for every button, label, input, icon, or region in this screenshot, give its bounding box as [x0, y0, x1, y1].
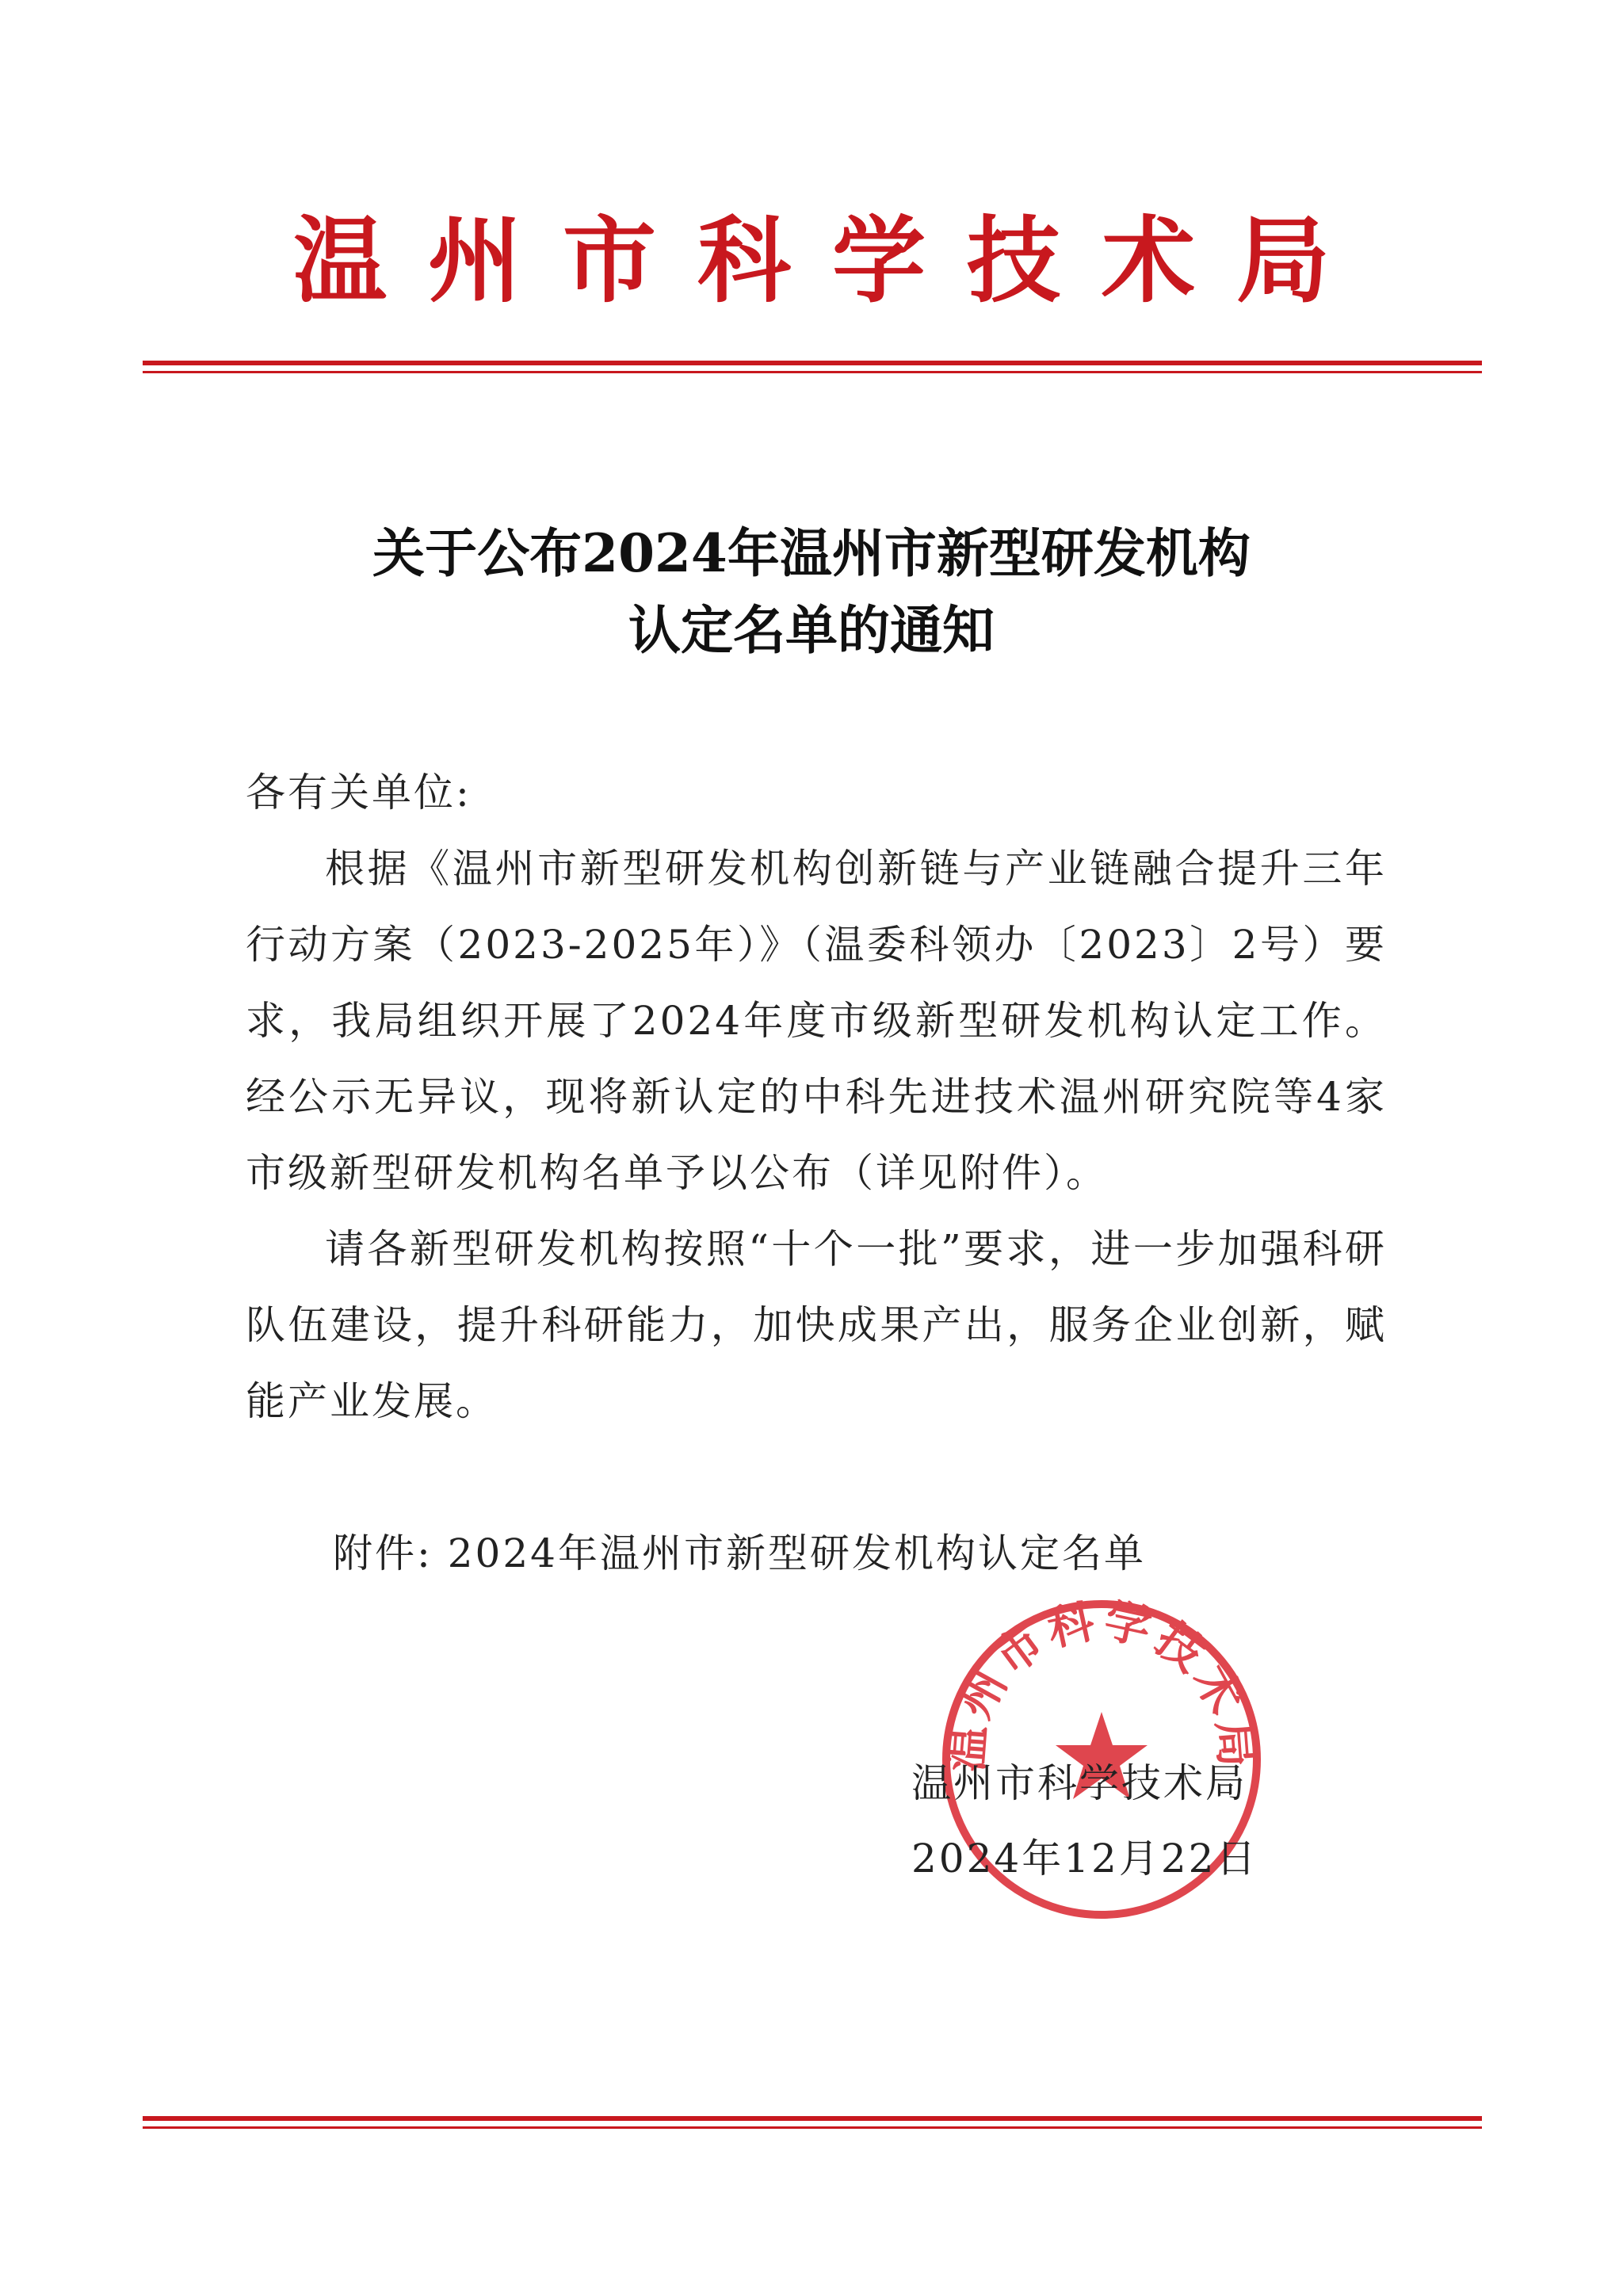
doc-title-line-1: 关于公布2024年温州市新型研发机构 — [372, 522, 1251, 584]
paragraph-1: 根据《温州市新型研发机构创新链与产业链融合提升三年行动方案（2023-2025年）》（温委科领办〔2023〕2号）要求，我局组织开展了2024年度市级新型研发机构认定工作。经公示无异议，现将新认定的中科先进技术温州研究院等4家市级新型研发机构名单予以公布（详见附件）。 — [246, 846, 1387, 1196]
header-rule-thin — [143, 371, 1482, 373]
salutation: 各有关单位: — [246, 770, 472, 816]
signature-org: 温州市科学技术局 — [911, 1760, 1247, 1806]
doc-title-line-2: 认定名单的通知 — [628, 599, 995, 661]
seal-text: 温州市科学技术局 — [938, 1593, 1265, 1774]
attachment-note: 附件: 2024年温州市新型研发机构认定名单 — [333, 1530, 1146, 1576]
paragraph-2: 请各新型研发机构按照“十个一批”要求，进一步加强科研队伍建设，提升科研能力，加快成果产出，服务企业创新，赋能产业发展。 — [246, 1226, 1387, 1424]
footer-rule-thin — [143, 2126, 1482, 2129]
masthead-org-name: 温州市科学技术局 — [292, 205, 1371, 315]
signature-date: 2024年12月22日 — [911, 1836, 1258, 1881]
doc-body — [246, 755, 1387, 1439]
header-rule-thick — [143, 361, 1482, 365]
footer-rule-thick — [143, 2116, 1482, 2121]
